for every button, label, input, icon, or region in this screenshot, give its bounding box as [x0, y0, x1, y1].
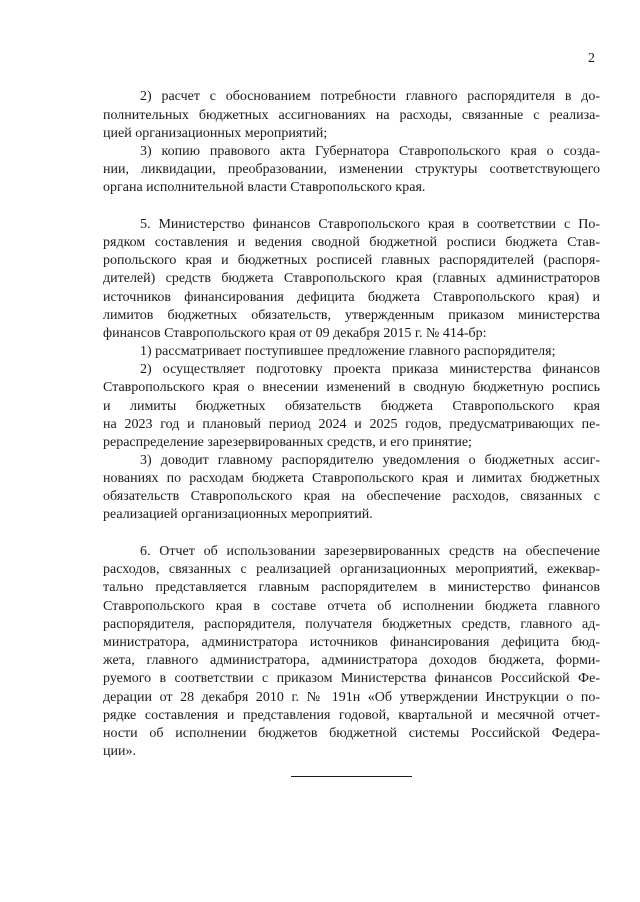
item-2-line-1: 2) расчет с обоснованием потребности главного распорядителя в до-: [140, 89, 600, 104]
section-5-line-4: дителей) средств бюджета Ставропольского края (главных администраторов: [103, 271, 600, 286]
section-5-line-7: финансов Ставропольского края от 09 декабря 2015 г. № 414-бр:: [103, 326, 487, 341]
section-6-line-2: расходов, связанных с реализацией организационных мероприятий, ежеквар-: [103, 562, 600, 577]
page-number: 2: [588, 51, 595, 66]
section-5-item-3-line-1: 3) доводит главному распорядителю уведомления о бюджетных ассиг-: [140, 453, 600, 468]
section-5-item-2-line-5: рераспределение зарезервированных средств, и его принятие;: [103, 435, 472, 450]
item-3-line-2: нии, ликвидации, преобразовании, изменении структуры соответствующего: [103, 162, 600, 177]
section-6-line-12: ции».: [103, 744, 136, 759]
section-5-item-3-line-2: нованиях по расходам бюджета Ставропольского края и лимитах бюджетных: [103, 471, 600, 486]
section-5-line-6: лимитов бюджетных обязательств, утвержденным приказом министерства: [103, 308, 600, 323]
item-2-line-2: полнительных бюджетных ассигнованиях на расходы, связанные с реализа-: [103, 108, 600, 123]
section-6-line-5: распорядителя, распорядителя, получателя бюджетных средств, главного ад-: [103, 617, 600, 632]
section-6-line-3: тально представляется главным распорядителем в министерство финансов: [103, 580, 600, 595]
section-6-line-11: ности об исполнении бюджетов бюджетной системы Российской Федера-: [103, 726, 600, 741]
section-6-line-1: 6. Отчет об использовании зарезервированных средств на обеспечение: [140, 544, 600, 559]
section-6-line-9: дерации от 28 декабря 2010 г. № 191н «Об утверждении Инструкции о по-: [103, 690, 600, 705]
section-6-line-8: руемого в соответствии с приказом Министерства финансов Российской Фе-: [103, 671, 600, 686]
section-5-line-2: рядком составления и ведения сводной бюджетной росписи бюджета Став-: [103, 235, 600, 250]
section-5-item-3-line-4: реализацией организационных мероприятий.: [103, 507, 373, 522]
section-5-line-3: ропольского края и бюджетных росписей главных распорядителей (распоря-: [103, 253, 600, 268]
section-5-item-2-line-3: и лимиты бюджетных обязательств бюджета Ставропольского края: [103, 399, 600, 414]
item-3-line-3: органа исполнительной власти Ставропольского края.: [103, 180, 426, 195]
end-separator: [291, 776, 412, 777]
section-5-line-1: 5. Министерство финансов Ставропольского края в соответствии с По-: [140, 217, 600, 232]
section-5-line-5: источников финансирования дефицита бюджета Ставропольского края) и: [103, 290, 600, 305]
section-6-line-10: рядке составления и представления годовой, квартальной и месячной отчет-: [103, 708, 600, 723]
section-6-line-6: министратора, администратора источников финансирования дефицита бюд-: [103, 635, 600, 650]
section-6-line-4: Ставропольского края в составе отчета об исполнении бюджета главного: [103, 599, 600, 614]
section-5-item-2-line-4: на 2023 год и плановый период 2024 и 2025 годов, предусматривающих пе-: [103, 417, 600, 432]
section-5-item-2-line-2: Ставропольского края о внесении изменений в сводную бюджетную роспись: [103, 380, 600, 395]
item-3-line-1: 3) копию правового акта Губернатора Ставропольского края о созда-: [140, 144, 600, 159]
section-5-item-3-line-3: обязательств Ставропольского края на обеспечение расходов, связанных с: [103, 489, 600, 504]
item-2-line-3: цией организационных мероприятий;: [103, 126, 328, 141]
section-6-line-7: жета, главного администратора, администратора доходов бюджета, форми-: [103, 653, 600, 668]
section-5-item-1-line-1: 1) рассматривает поступившее предложение главного распорядителя;: [140, 344, 556, 359]
section-5-item-2-line-1: 2) осуществляет подготовку проекта приказа министерства финансов: [140, 362, 600, 377]
